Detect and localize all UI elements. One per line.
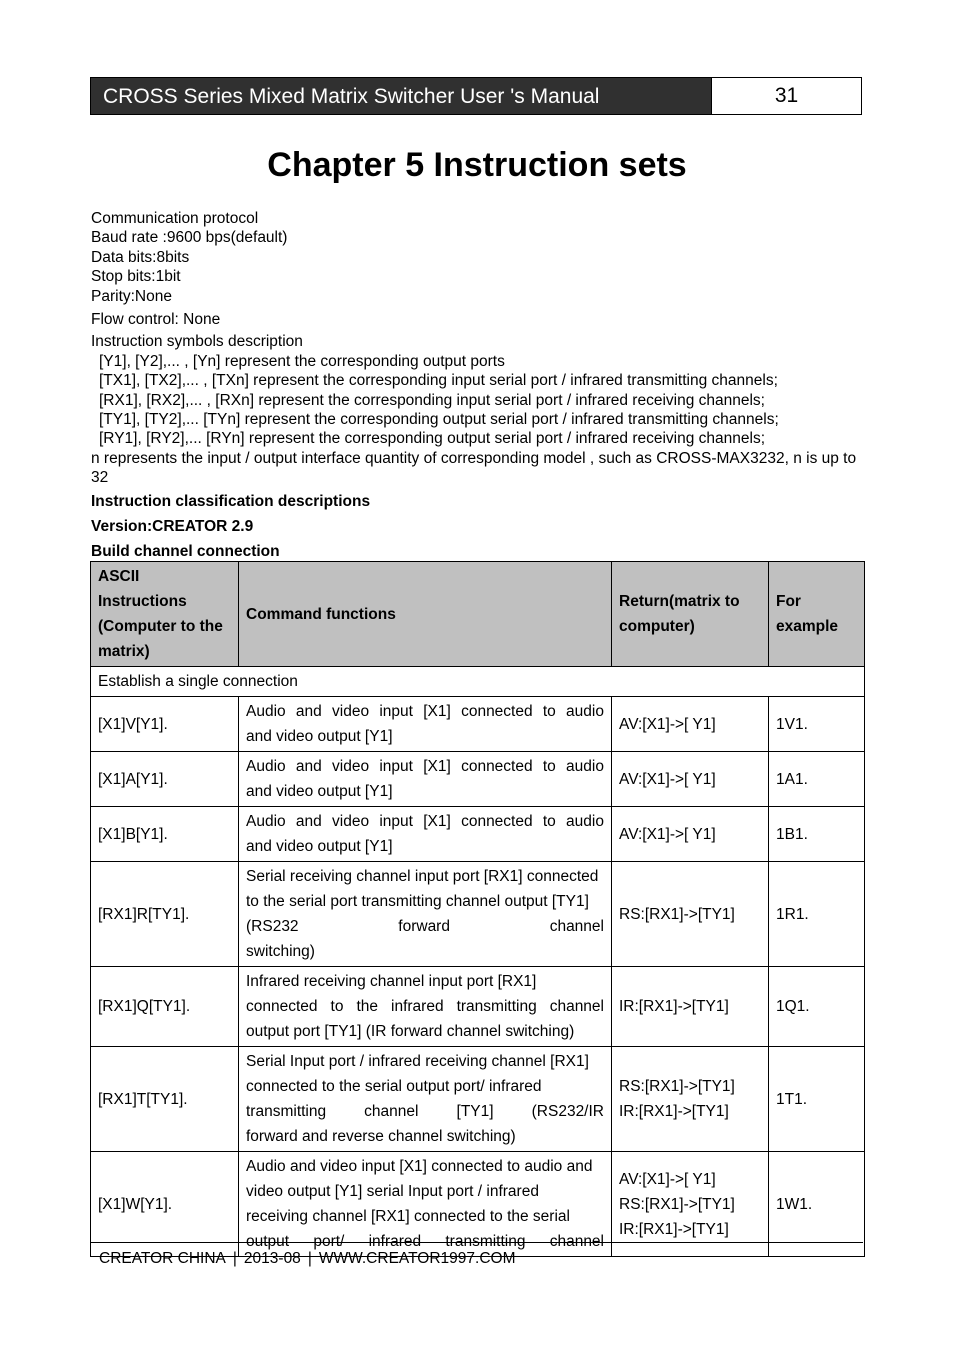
cmd-cell: [X1]W[Y1]. (91, 1152, 239, 1257)
symbol-item: [RX1], [RX2],... , [RXn] represent the corresponding input serial port / infrared receiving channels; (99, 391, 765, 409)
symbol-item: [TY1], [TY2],... [TYn] represent the corresponding output serial port / infrared transmitting channels; (99, 411, 779, 429)
page-footer (99, 1249, 516, 1269)
data-bits: Data bits:8bits (91, 248, 190, 266)
page-number: 31 (711, 78, 861, 114)
instruction-table (90, 561, 865, 1257)
cmd-cell: [RX1]T[TY1]. (91, 1047, 239, 1152)
footer-company: CREATOR CHINA (99, 1250, 226, 1267)
return-cell: AV:[X1]->[ Y1] (612, 697, 769, 752)
return-cell: AV:[X1]->[ Y1] RS:[RX1]->[TY1] IR:[RX1]->[TY1] (612, 1152, 769, 1257)
example-cell: 1Q1. (769, 967, 865, 1047)
col-function-header: Command functions (239, 562, 612, 667)
footer-divider (91, 1242, 863, 1243)
footer-separator: | (307, 1250, 312, 1267)
table-row (91, 1047, 865, 1152)
return-cell: AV:[X1]->[ Y1] (612, 807, 769, 862)
section-row (91, 667, 865, 697)
protocol-heading: Communication protocol (91, 210, 259, 227)
desc-cell: Serial receiving channel input port [RX1] connected to the serial port transmitting channel output [TY1] (RS232 forward channel switching) (239, 862, 612, 967)
desc-cell: Audio and video input [X1] connected to audio and video output [Y1] serial Input port / infrared receiving channel [RX1] connected to the serial output port/ infrared transmitting channel (239, 1152, 612, 1257)
symbol-item: [RY1], [RY2],... [RYn] represent the corresponding output serial port / infrared receiving channels; (99, 430, 766, 448)
footer-separator: | (232, 1250, 237, 1267)
symbols-heading: Instruction symbols description (91, 333, 303, 351)
cmd-cell: [X1]B[Y1]. (91, 807, 239, 862)
table-row (91, 807, 865, 862)
desc-cell: Infrared receiving channel input port [RX1] connected to the infrared transmitting channel output port [TY1] (IR forward channel switching) (239, 967, 612, 1047)
chapter-title: Chapter 5 Instruction sets (267, 146, 687, 184)
intro-text (91, 209, 863, 561)
stop-bits: Stop bits:1bit (91, 268, 181, 286)
table-row (91, 752, 865, 807)
baud-rate: Baud rate :9600 bps(default) (91, 229, 288, 247)
return-cell: RS:[RX1]->[TY1] IR:[RX1]->[TY1] (612, 1047, 769, 1152)
col-example-header: For example (769, 562, 865, 667)
symbol-item: [TX1], [TX2],... , [TXn] represent the corresponding input serial port / infrared transmitting channels; (99, 372, 778, 390)
cmd-cell: [X1]A[Y1]. (91, 752, 239, 807)
return-cell: AV:[X1]->[ Y1] (612, 752, 769, 807)
desc-cell: Serial Input port / infrared receiving channel [RX1] connected to the serial output port/ infrared transmitting channel [TY1] (RS232/IR forward and reverse channel switching) (239, 1047, 612, 1152)
example-cell: 1V1. (769, 697, 865, 752)
section-label: Establish a single connection (91, 667, 865, 697)
example-cell: 1R1. (769, 862, 865, 967)
flow-control: Flow control: None (91, 310, 221, 328)
table-row (91, 1152, 865, 1257)
desc-cell: Audio and video input [X1] connected to audio and video output [Y1] (239, 697, 612, 752)
cmd-cell: [RX1]R[TY1]. (91, 862, 239, 967)
table-row (91, 967, 865, 1047)
classification-heading: Instruction classification descriptions (91, 492, 371, 510)
table-header-row (91, 562, 865, 667)
cmd-cell: [X1]V[Y1]. (91, 697, 239, 752)
symbol-item: [Y1], [Y2],... , [Yn] represent the corresponding output ports (99, 352, 505, 370)
footer-website: WWW.CREATOR1997.COM (318, 1250, 516, 1267)
symbols-note: n represents the input / output interface quantity of corresponding model , such as CROSS-MAX3232, n is up to 32 (91, 449, 857, 487)
col-ascii-header: ASCII Instructions (Computer to the matrix) (91, 562, 239, 667)
desc-cell: Audio and video input [X1] connected to audio and video output [Y1] (239, 807, 612, 862)
example-cell: 1B1. (769, 807, 865, 862)
parity: Parity:None (91, 287, 172, 305)
col-return-header: Return(matrix to computer) (612, 562, 769, 667)
manual-title: CROSS Series Mixed Matrix Switcher User 's Manual (91, 78, 711, 114)
footer-date: 2013-08 (243, 1250, 301, 1267)
table-row (91, 697, 865, 752)
table-row (91, 862, 865, 967)
page-header (90, 77, 862, 115)
version-label: Version:CREATOR 2.9 (91, 517, 254, 535)
return-cell: IR:[RX1]->[TY1] (612, 967, 769, 1047)
cmd-cell: [RX1]Q[TY1]. (91, 967, 239, 1047)
example-cell: 1T1. (769, 1047, 865, 1152)
example-cell: 1W1. (769, 1152, 865, 1257)
example-cell: 1A1. (769, 752, 865, 807)
build-channel-heading: Build channel connection (91, 542, 280, 560)
desc-cell: Audio and video input [X1] connected to audio and video output [Y1] (239, 752, 612, 807)
return-cell: RS:[RX1]->[TY1] (612, 862, 769, 967)
